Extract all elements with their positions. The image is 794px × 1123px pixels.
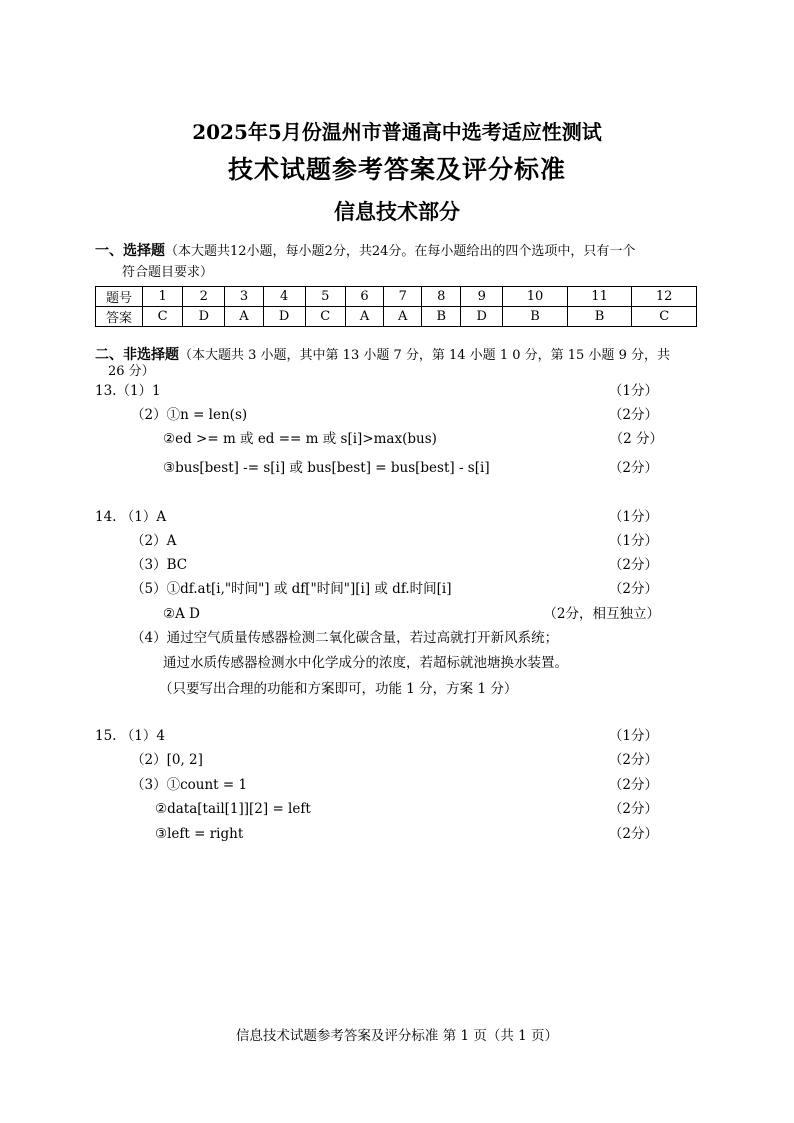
section2-note: （本大题共 3 小题，其中第 13 小题 7 分，第 14 小题 1 0 分，第 15 小题 9 分，共: [179, 348, 670, 363]
q13-answer-1: 13.（1）1: [95, 383, 161, 399]
table-cell-number: 12: [632, 287, 697, 307]
table-cell-answer: C: [143, 307, 183, 327]
q14-points-1: （1分）: [608, 509, 658, 525]
q15-points-1: （1分）: [608, 728, 658, 744]
q14-points-2: （1分）: [608, 533, 658, 549]
q14-answer-4: （5）①df.at[i,"时间"] 或 df["时间"][i] 或 df.时间[i]: [131, 581, 452, 597]
answer-table: [95, 286, 697, 327]
q15-points-3: （2分）: [608, 777, 658, 793]
q15-answer-3: （3）①count = 1: [131, 777, 248, 793]
document-title: 技术试题参考答案及评分标准: [227, 155, 566, 184]
q15-answer-2: （2）[0, 2]: [131, 752, 203, 768]
q14-answer-2: （2）A: [131, 533, 177, 549]
table-cell-number: 10: [503, 287, 568, 307]
table-cell-number: 6: [345, 287, 383, 307]
q13-answer-4: ③bus[best] -= s[i] 或 bus[best] = bus[best] - s[i]: [163, 460, 490, 476]
section2-heading: 二、非选择题: [95, 347, 179, 363]
table-cell-answer: C: [632, 307, 697, 327]
q14-answer-6: （4）通过空气质量传感器检测二氧化碳含量，若过高就打开新风系统；: [131, 630, 559, 646]
table-cell-number: 7: [384, 287, 422, 307]
q14-answer-8: （只要写出合理的功能和方案即可，功能 1 分，方案 1 分）: [159, 681, 518, 697]
q14-points-3: （2分）: [608, 557, 658, 573]
q14-answer-7: 通过水质传感器检测水中化学成分的浓度，若超标就池塘换水装置。: [163, 655, 568, 671]
table-cell-number: 9: [461, 287, 503, 307]
table-cell-number: 4: [263, 287, 305, 307]
section1-note-cont: 符合题目要求）: [122, 265, 214, 280]
table-cell-answer: D: [183, 307, 225, 327]
table-cell-number: 5: [305, 287, 345, 307]
section2-note-cont: 26 分）: [108, 364, 155, 379]
table-cell-number: 3: [225, 287, 263, 307]
section1-heading: 一、选择题: [95, 243, 165, 259]
table-cell-number: 11: [567, 287, 632, 307]
table-row-answers: [96, 307, 697, 327]
table-header-number: 题号: [96, 287, 143, 307]
table-cell-answer: D: [461, 307, 503, 327]
q15-answer-4: ②data[tail[1]][2] = left: [155, 801, 311, 817]
q14-answer-1: 14. （1）A: [95, 509, 167, 525]
section1-heading-line: [95, 241, 635, 262]
q15-points-5: （2分）: [608, 826, 658, 842]
page-footer: 信息技术试题参考答案及评分标准 第 1 页（共 1 页）: [235, 1028, 559, 1044]
table-cell-number: 1: [143, 287, 183, 307]
table-cell-answer: B: [422, 307, 461, 327]
table-cell-answer: B: [503, 307, 568, 327]
q15-points-4: （2分）: [608, 801, 658, 817]
table-cell-answer: B: [567, 307, 632, 327]
section2-heading-line: [95, 345, 670, 366]
q14-points-4: （2分）: [608, 581, 658, 597]
table-row-numbers: [96, 287, 697, 307]
q13-points-3: （2 分）: [609, 431, 663, 447]
q13-points-4: （2分）: [608, 460, 658, 476]
section1-note: （本大题共12小题，每小题2分，共24分。在每小题给出的四个选项中，只有一个: [165, 244, 636, 259]
table-cell-number: 2: [183, 287, 225, 307]
q14-answer-3: （3）BC: [131, 557, 188, 573]
q13-points-1: （1分）: [608, 383, 658, 399]
table-cell-answer: A: [345, 307, 383, 327]
section-title: 信息技术部分: [334, 200, 460, 224]
q15-answer-1: 15. （1）4: [95, 728, 165, 744]
q15-points-2: （2分）: [608, 752, 658, 768]
q15-answer-5: ③left = right: [155, 826, 244, 842]
table-header-answer: 答案: [96, 307, 143, 327]
q13-answer-3: ②ed >= m 或 ed == m 或 s[i]>max(bus): [163, 431, 437, 447]
table-cell-answer: D: [263, 307, 305, 327]
q13-points-2: （2分）: [608, 407, 658, 423]
table-cell-answer: A: [225, 307, 263, 327]
q14-answer-5: ②A D: [163, 606, 200, 622]
q14-points-5: （2分，相互独立）: [543, 606, 660, 622]
q13-answer-2: （2）①n = len(s): [131, 407, 248, 423]
table-cell-answer: C: [305, 307, 345, 327]
exam-title: 2025年5月份温州市普通高中选考适应性测试: [192, 120, 602, 144]
table-cell-number: 8: [422, 287, 461, 307]
table-cell-answer: A: [384, 307, 422, 327]
